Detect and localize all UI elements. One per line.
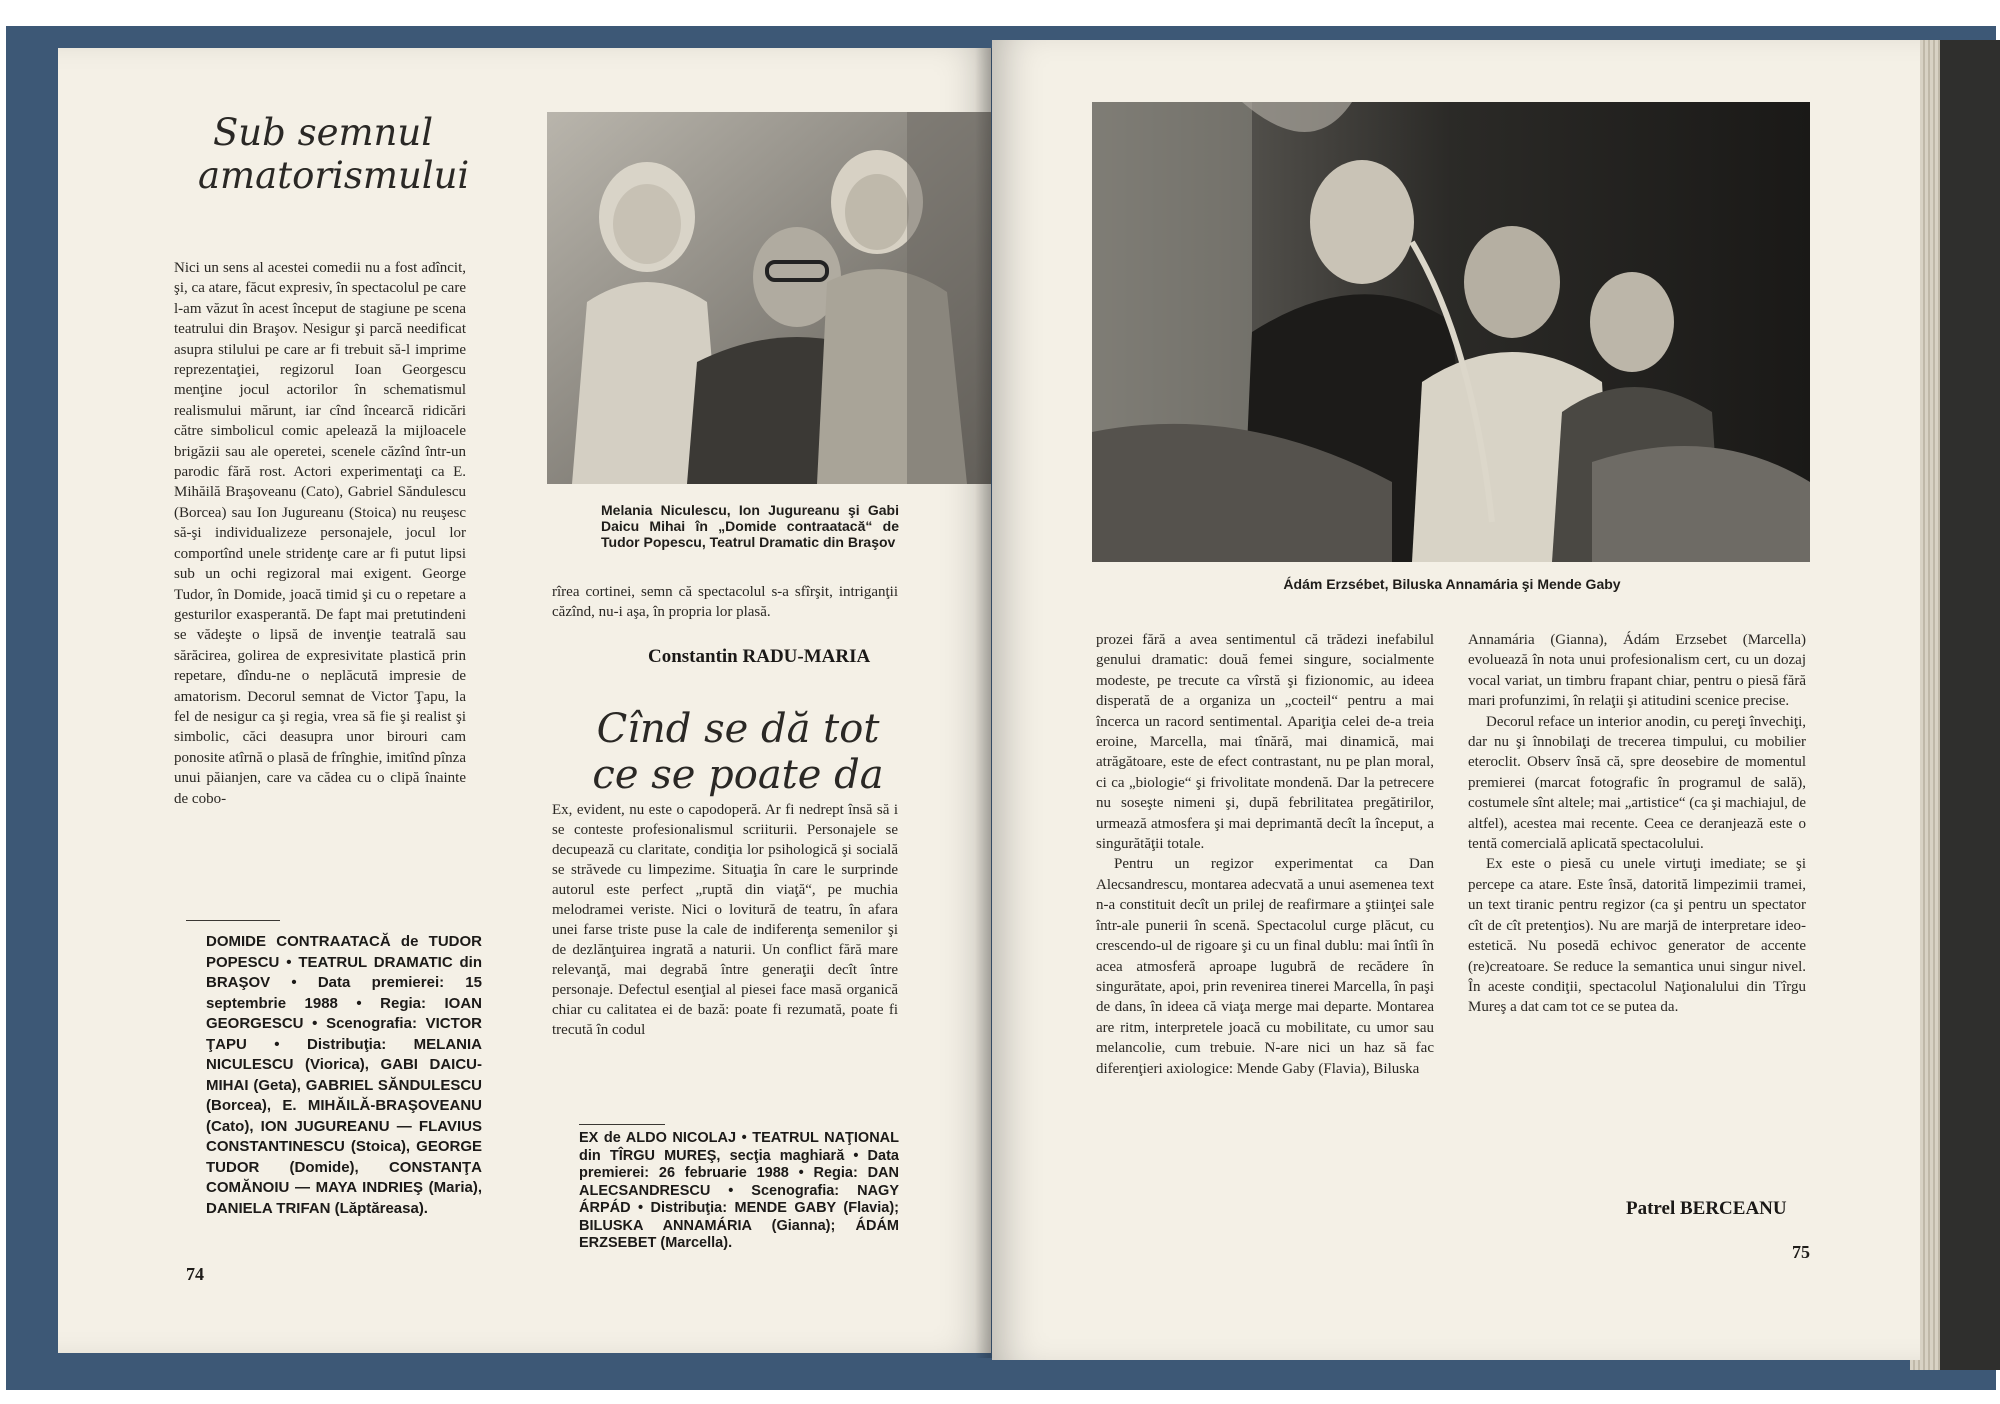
article1-credits: DOMIDE CONTRAATACĂ de TUDOR POPESCU • TEATRUL DRAMATIC din BRAŞOV • Data premierei: 15 septembrie 1988 • Regia: IOAN GEORGESCU • Scenografia: VICTOR ŢAPU • Distribuţia: MELANIA NICULESCU (Viorica), GABI DAICU-MIHAI (Geta), GABRIEL SĂNDULESCU (Borcea), E. MIHĂILĂ-BRAŞOVEANU (Cato), ION JUGUREANU — FLAVIUS CONSTANTINESCU (Stoica), GEORGE TUDOR (Domide), CONSTANŢA COMĂNOIU — MAYA INDRIEŞ (Maria), DANIELA TRIFAN (Lăptăreasa). — [206, 933, 482, 1217]
credits-divider — [186, 920, 280, 921]
right-column-1: prozei fără a avea sentimentul că trădezi inefabilul genului dramatic: două femei singure, socialmente modeste, pe trecute ca vîrstă şi fizionomic, au ideea disperată de a organiza un „cocteil“ pentru a mai încerca un racord sentimental. Apariţia celei de-a treia eroine, Marcella, mai tînără, mai dinamică, mai atrăgătoare, este de efect contrastant, nu pe plan moral, ci ca „biologie“ şi frivolitate mondenă. Dar la petrecere nu soseşte nimeni şi, după febrilitatea pregătirilor, urmează atmosfera şi mai deprimantă decît la început, a singurătăţii totale. Pentru un regizor experimentat ca Dan Alecsandrescu, montarea adecvată a unui asemenea text n-a constituit decît un prilej de reafirmare a ştiinţei sale într-ale punerii în scenă. Spectacolul curge plăcut, cu crescendo-ul de rigoare şi cu un final dublu: mai întîi în acea atmosferă aproape lugubră de recădere în singurătate, apoi, prin revenirea tinerei Marcella, în paşi de dans, în ideea că viaţa merge mai departe. Montarea are ritm, interpretele joacă cu mobilitate, cu umor sau melancolie, cum trebuie. N-are nici un haz să fac diferenţieri axiologice: Mende Gaby (Flavia), Biluska — [1096, 632, 1434, 1077]
right-column-2: Annamária (Gianna), Ádám Erzsebet (Marcella) evoluează în nota unui profesionalism cert, cu un dozaj vocal variat, un timbru frapant chiar, pentru o piesă fără mari profunzimi, în relaţii şi atitudini scenice precise. Decorul reface un interior anodin, cu pereţi învechiţi, dar nu şi înnobilaţi de trecerea timpului, cu mobilier eteroclit. Observ însă că, spre deosebire de momentul premierei (marcat fotografic în programul de sală), costumele sînt altele; mai „artistice“ (ca şi machiajul, de altfel), acestea mai recente. Ceea ce deranjează este o tentă comercială aplicată spectacolului. Ex este o piesă cu unele virtuţi imediate; se şi percepe ca atare. Este însă, datorită limpezimii tramei, un text tiranic pentru regizor (ca şi pentru un spectator cît de cît pretenţios). Nu are marjă de interpretare ideo-estetică. Nu posedă echivoc generator de accente (re)creatoare. Se reduce la semantica unui singur nivel. În aceste condiţii, spectacolul Naţionalului din Tîrgu Mureş a dat cam tot ce se putea da. — [1468, 632, 1806, 1016]
photo-illustration-2 — [1092, 102, 1810, 562]
page-number-left: 74 — [186, 1264, 204, 1284]
article1-body: Nici un sens al acestei comedii nu a fost adîncit, şi, ca atare, făcut expresiv, în spectacolul pe care l-am văzut în acest început de stagiune pe scena teatrului din Braşov. Nesigur şi parcă needificat asupra stilului pe care ar fi trebuit să-l imprime reprezentaţiei, regizorul Ioan Georgescu menţine jocul actorilor în schematismul realismului mărunt, iar cînd încearcă ridicări către simbolicul comic apelează la mijloacele brigăzii sau ale operetei, scenele căzînd într-un parodic fără rost. Actori experimentaţi ca E. Mihăilă Braşoveanu (Cato), Gabriel Săndulescu (Borcea) sau Ion Jugureanu (Stoica) nu reuşesc să-şi individualizeze personajele, jocul lor comportînd unele stridenţe care ar fi putut lipsi sub un ochi regizoral mai exigent. George Tudor, în Domide, joacă timid şi cu o repetare a gesturilor exasperantă. De fapt mai pretutindeni se vădeşte o lipsă de invenţie teatrală sau sărăcirea, golirea de expresivitate plastică prin repetare, dîndu-ne o neplăcută impresie de amatorism. Decorul semnat de Victor Ţapu, la fel de nesigur ca şi regia, vrea să fie şi realist şi simbolic, căci deasupra unor birouri cam ponosite atîrnă o plasă de frînghie, imitînd pînza unui păianjen, care va cădea cu o clipă înainte de cobo- — [174, 260, 466, 807]
photo-ex-scene — [1092, 102, 1810, 562]
article2-credits: EX de ALDO NICOLAJ • TEATRUL NAŢIONAL din TÎRGU MUREŞ, secţia maghiară • Data premierei: 26 februarie 1988 • Regia: DAN ALECSANDRESCU • Scenografia: NAGY ÁRPÁD • Distribuţia: MENDE GABY (Flavia); BILUSKA ANNAMÁRIA (Gianna); ÁDÁM ERZSEBET (Marcella). — [579, 1130, 899, 1251]
left-page — [58, 48, 991, 1353]
article2-title: Cînd se dă tot ce se poate da — [592, 706, 884, 798]
page-number-right: 75 — [1792, 1242, 1810, 1262]
photo-caption-right: Ádám Erzsébet, Biluska Annamária şi Mende Gaby — [1283, 576, 1621, 592]
article1-title: Sub semnul amatorismului — [198, 111, 470, 197]
credits-divider-2 — [579, 1124, 665, 1125]
article1-body-continued: rîrea cortinei, semn că spectacolul s-a sfîrşit, intriganţii căzînd, nu-i aşa, în propria lor plasă. — [552, 584, 898, 621]
right-page — [992, 40, 1920, 1360]
photo-caption-left: Melania Niculescu, Ion Jugureanu şi Gabi Daicu Mihai în „Domide contraatacă“ de Tudor Popescu, Teatrul Dramatic din Braşov — [601, 502, 899, 550]
article1-author: Constantin RADU-MARIA — [648, 646, 871, 667]
article2-author: Patrel BERCEANU — [1626, 1198, 1787, 1219]
photo-domide-scene — [547, 112, 991, 484]
photo-illustration — [547, 112, 991, 484]
article2-body: Ex, evident, nu este o capodoperă. Ar fi nedrept însă să i se conteste profesionalismul scriiturii. Personajele se decupează cu claritate, condiţia lor psihologică şi socială se străvede cu limpezime. Situaţia în care le surprinde autorul este perfect „ruptă din viaţă“, pe muchia melodramei veriste. Nici o lovitură de teatru, în afara unei farse triste puse la cale de indiferenţa semenilor şi de dezlănţuirea ingrată a naturii. Un conflict fără mare relevanţă, mai degrabă între generaţii decît între personaje. Defectul esenţial al piesei face masă organică chiar cu calitatea ei de bază: poate fi rezumată, poate fi trecută în codul — [552, 802, 898, 1038]
